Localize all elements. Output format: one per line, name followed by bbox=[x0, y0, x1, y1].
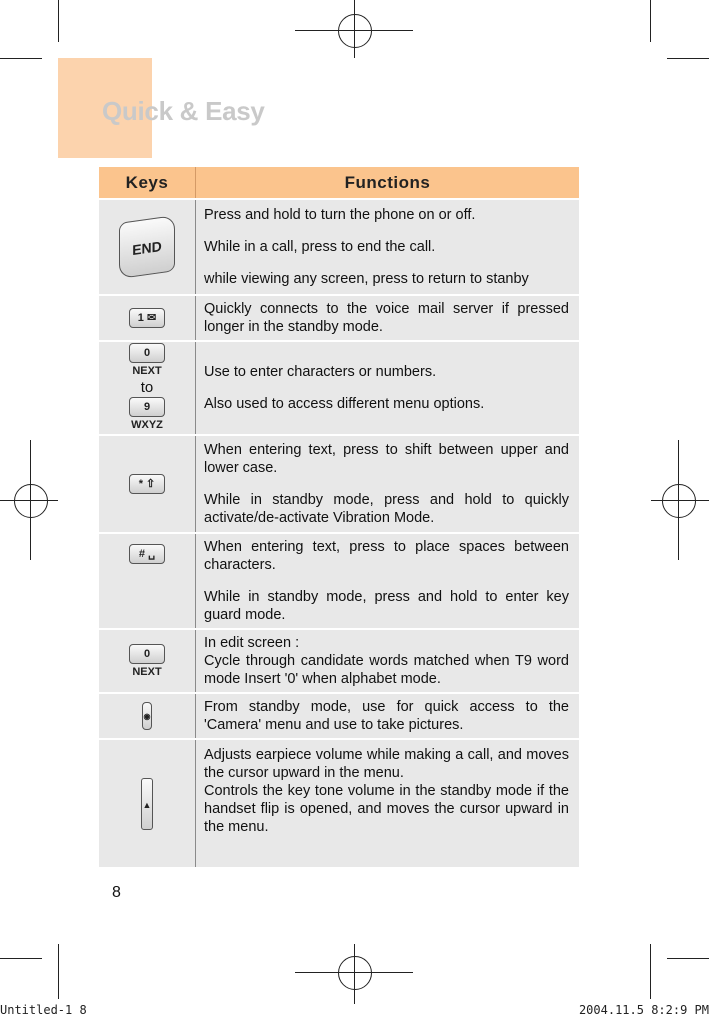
keys-functions-table bbox=[99, 167, 579, 867]
key-range-text: to bbox=[140, 379, 154, 396]
crop-mark bbox=[667, 958, 709, 959]
function-text: While in a call, press to end the call. bbox=[204, 239, 436, 255]
table-row bbox=[99, 435, 579, 533]
table-row bbox=[99, 295, 579, 341]
key-cell bbox=[99, 693, 196, 739]
function-text: While in standby mode, press and hold to quickly activate/de-activate Vibration Mode. bbox=[204, 492, 569, 526]
hash-key-icon: # ␣ bbox=[129, 544, 165, 564]
function-cell bbox=[196, 435, 580, 533]
keys-column-header: Keys bbox=[99, 167, 196, 199]
crop-mark bbox=[650, 944, 651, 999]
end-key-icon: END bbox=[119, 215, 175, 279]
camera-key-icon: ◉ bbox=[142, 702, 152, 730]
function-text: Adjusts earpiece volume while making a call, and moves the cursor upward in the menu. bbox=[204, 747, 569, 781]
footer-file-info: Untitled-1 8 bbox=[0, 1003, 87, 1017]
key-cell bbox=[99, 629, 196, 693]
crop-mark bbox=[0, 958, 42, 959]
key-cell bbox=[99, 199, 196, 295]
registration-circle bbox=[662, 484, 696, 518]
key-cell bbox=[99, 739, 196, 867]
crop-mark bbox=[650, 0, 651, 42]
function-cell bbox=[196, 199, 580, 295]
crop-mark bbox=[667, 58, 709, 59]
voicemail-key-icon: 1 ✉ bbox=[129, 308, 165, 328]
key-cell bbox=[99, 435, 196, 533]
registration-circle bbox=[14, 484, 48, 518]
key-cell bbox=[99, 295, 196, 341]
crop-mark bbox=[58, 0, 59, 42]
function-text: In edit screen : bbox=[204, 635, 300, 651]
function-cell bbox=[196, 629, 580, 693]
table-header-row bbox=[99, 167, 579, 199]
key-cell bbox=[99, 341, 196, 435]
table-row bbox=[99, 693, 579, 739]
function-cell bbox=[196, 739, 580, 867]
next-key-icon: 0 NEXT bbox=[129, 644, 165, 664]
table-row bbox=[99, 341, 579, 435]
table-row bbox=[99, 199, 579, 295]
footer-timestamp: 2004.11.5 8:2:9 PM bbox=[578, 1003, 709, 1017]
table-row bbox=[99, 533, 579, 629]
volume-up-key-icon: ▲ bbox=[141, 778, 153, 830]
crop-mark bbox=[0, 58, 42, 59]
zero-key-icon: 0 NEXT bbox=[129, 343, 165, 363]
function-text: Press and hold to turn the phone on or off. bbox=[204, 207, 476, 223]
key-cell bbox=[99, 533, 196, 629]
function-cell bbox=[196, 533, 580, 629]
page-number: 8 bbox=[112, 884, 121, 901]
registration-circle bbox=[338, 956, 372, 990]
registration-circle bbox=[338, 14, 372, 48]
function-cell bbox=[196, 341, 580, 435]
function-text: Cycle through candidate words matched when T9 word mode Insert '0' when alphabet mode. bbox=[204, 653, 569, 687]
section-title: Quick & Easy bbox=[102, 96, 265, 126]
function-text: Controls the key tone volume in the standby mode if the handset flip is opened, and moves the cursor upward in the menu. bbox=[204, 783, 569, 835]
function-cell bbox=[196, 295, 580, 341]
function-text: When entering text, press to shift between upper and lower case. bbox=[204, 442, 569, 476]
functions-column-header: Functions bbox=[196, 167, 580, 199]
table-row bbox=[99, 739, 579, 867]
function-text: while viewing any screen, press to return to stanby bbox=[204, 271, 529, 287]
function-text: Use to enter characters or numbers. bbox=[204, 364, 437, 380]
function-text: While in standby mode, press and hold to enter key guard mode. bbox=[204, 589, 569, 623]
nine-key-icon: 9 WXYZ bbox=[129, 397, 165, 417]
function-text: When entering text, press to place spaces between characters. bbox=[204, 539, 569, 573]
function-text: Quickly connects to the voice mail server if pressed longer in the standby mode. bbox=[204, 301, 569, 335]
function-text: From standby mode, use for quick access to the 'Camera' menu and use to take pictures. bbox=[204, 699, 569, 733]
star-key-icon: * ⇧ bbox=[129, 474, 165, 494]
function-text: Also used to access different menu options. bbox=[204, 396, 485, 412]
function-cell bbox=[196, 693, 580, 739]
crop-mark bbox=[58, 944, 59, 999]
table-row bbox=[99, 629, 579, 693]
